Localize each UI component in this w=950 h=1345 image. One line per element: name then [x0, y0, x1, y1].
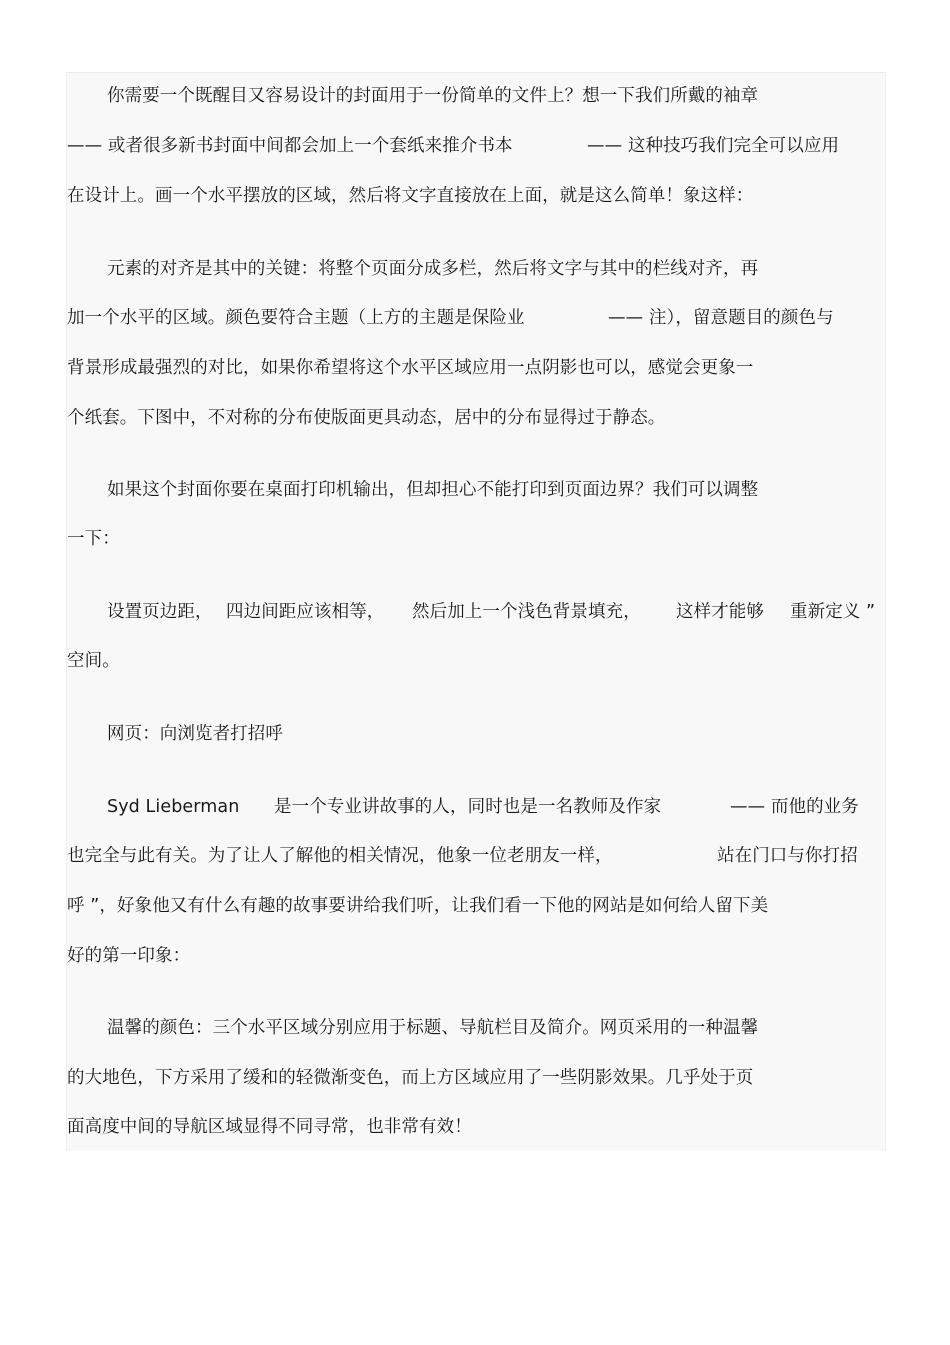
text-segment: 四边间距应该相等，: [226, 602, 385, 622]
document-page: [66, 72, 886, 1151]
text-segment: 如果这个封面你要在桌面打印机输出，但却担心不能打印到页面边界？我们可以调整: [107, 480, 759, 500]
text-segment: 在设计上。画一个水平摆放的区域，然后将文字直接放在上面，就是这么简单！象这样：: [67, 186, 754, 206]
text-segment: 是一个专业讲故事的人，同时也是一名教师及作家: [274, 797, 662, 817]
text-segment: 然后加上一个浅色背景填充，: [412, 602, 641, 622]
text-segment: Syd Lieberman: [107, 797, 240, 817]
text-segment: 设置页边距，: [107, 602, 213, 622]
text-segment: —— 这种技巧我们完全可以应用: [587, 136, 840, 156]
text-segment: 背景形成最强烈的对比，如果你希望将这个水平区域应用一点阴影也可以，感觉会更象一: [67, 358, 754, 378]
text-segment: 元素的对齐是其中的关键：将整个页面分成多栏，然后将文字与其中的栏线对齐，再: [107, 259, 759, 279]
text-segment: 你需要一个既醒目又容易设计的封面用于一份简单的文件上？想一下我们所戴的袖章: [107, 86, 759, 106]
text-segment: —— 或者很多新书封面中间都会加上一个套纸来推介书本: [67, 136, 513, 156]
text-segment: 加一个水平的区域。颜色要符合主题（上方的主题是保险业: [67, 308, 525, 328]
text-segment: 温馨的颜色：三个水平区域分别应用于标题、导航栏目及简介。网页采用的一种温馨: [107, 1018, 759, 1038]
text-segment: 站在门口与你打招: [717, 846, 858, 866]
text-segment: 的大地色，下方采用了缓和的轻微渐变色，而上方区域应用了一些阴影效果。几乎处于页: [67, 1068, 754, 1088]
text-segment: —— 注），留意题目的颜色与: [608, 308, 834, 328]
text-segment: 空间。: [67, 651, 120, 671]
text-segment: 网页：向浏览者打招呼: [107, 724, 283, 744]
text-segment: 个纸套。下图中，不对称的分布使版面更具动态，居中的分布显得过于静态。: [67, 408, 666, 428]
text-segment: 重新定义 ”: [790, 602, 876, 622]
text-segment: 好的第一印象：: [67, 946, 191, 966]
text-segment: 一下：: [67, 529, 120, 549]
text-segment: —— 而他的业务: [730, 797, 859, 817]
text-segment: 面高度中间的导航区域显得不同寻常，也非常有效！: [67, 1117, 472, 1137]
text-segment: 呼 ”，好象他又有什么有趣的故事要讲给我们听，让我们看一下他的网站是如何给人留下美: [67, 896, 769, 916]
text-segment: 这样才能够: [676, 602, 764, 622]
text-segment: 也完全与此有关。为了让人了解他的相关情况，他象一位老朋友一样，: [67, 846, 613, 866]
